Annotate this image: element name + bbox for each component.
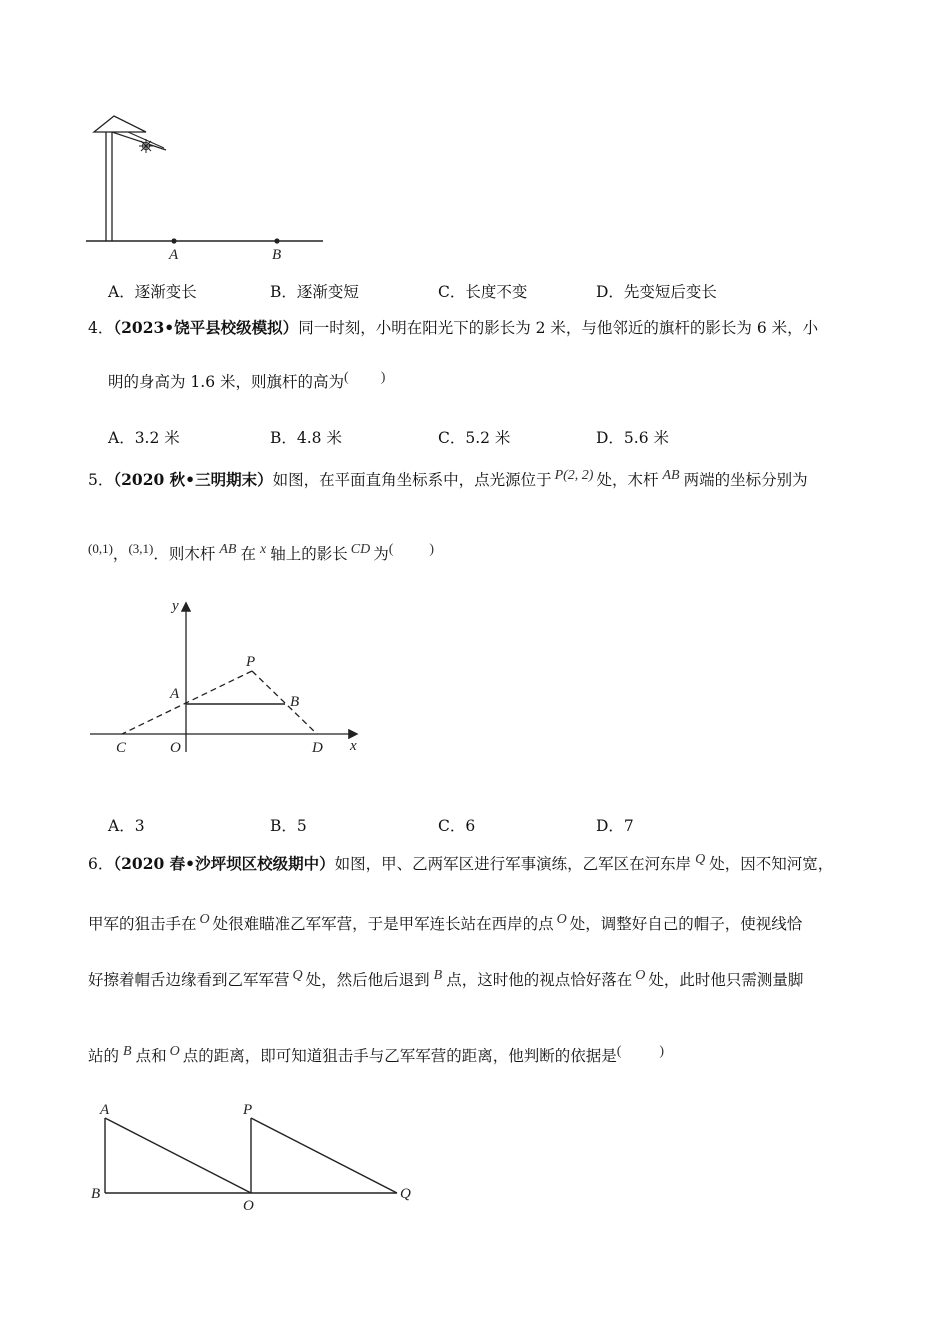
label-a: A [170,686,180,702]
q5-ab: AB [662,468,680,483]
q5-coord-b: (3,1) [128,541,154,556]
q5-paren-open: ( [388,542,394,557]
coordinate-figure [84,592,374,762]
q6-text-2b: 处很难瞄准乙军军营，于是甲军连长站在西岸的点 [212,915,554,933]
ray-pc [122,671,252,734]
q6-text-4a: 站的 [88,1047,120,1065]
label-a: A [100,1102,110,1118]
q5-text-1b: 处，木杆 [596,471,659,489]
q5-coord-a: (0,1) [88,541,113,556]
q6-text-3a: 好擦着帽舌边缘看到乙军军营 [88,971,290,989]
q6-o2: O [556,912,567,927]
q6-paren-close: ) [659,1044,665,1059]
q6-b2: B [123,1044,132,1059]
q5-text-2a: ．则木杆 [153,545,216,563]
light-bulb-icon [139,139,153,153]
q5-paren-close: ) [429,542,435,557]
q4-option-d[interactable]: D．5.6 米 [596,429,670,447]
ray-pd [252,671,317,734]
q5-line1 [88,468,808,490]
q4-number: 4． [88,319,114,337]
segment-ao [105,1118,251,1193]
q4-option-a[interactable]: A．3.2 米 [108,429,180,447]
q5-text-1c: 两端的坐标分别为 [683,471,808,489]
q3-option-d[interactable]: D．先变短后变长 [596,283,717,301]
q6-text-2a: 甲军的狙击手在 [88,915,197,933]
q6-o4: O [169,1044,180,1059]
label-b: B [91,1186,101,1202]
label-a: A [169,247,179,263]
q5-source: （2020 秋•三明期末） [113,470,273,489]
q6-paren-open: ( [616,1044,622,1059]
q5-x-axis: x [260,542,267,557]
q6-line2 [88,912,802,934]
q5-option-b[interactable]: B．5 [270,817,307,835]
label-y: y [172,598,179,614]
q6-q1: Q [695,852,706,867]
label-d: D [312,740,323,756]
q4-option-b[interactable]: B．4.8 米 [270,429,342,447]
q5-cd: CD [350,542,371,557]
q5-text-1a: 如图，在平面直角坐标系中，点光源位于 [272,471,552,489]
q3-option-a[interactable]: A．逐渐变长 [108,283,197,301]
label-p: P [243,1102,253,1118]
lamp-shade [94,116,146,132]
q4-source: （2023•饶平县校级模拟） [113,318,299,337]
q6-text-1b: 处，因不知河宽， [709,855,834,873]
q5-point-p: P(2, 2) [554,468,594,483]
q6-number: 6． [88,855,114,873]
q5-text-2b: 在 [240,545,256,563]
label-p: P [246,654,256,670]
q6-text-1a: 如图，甲、乙两军区进行军事演练，乙军区在河东岸 [334,855,692,873]
q5-comma: ， [112,545,129,563]
point-a [171,238,176,243]
label-o: O [170,740,181,756]
q5-ab2: AB [219,542,237,557]
q5-number: 5． [88,471,114,489]
label-q: Q [400,1186,411,1202]
q4-line1 [88,316,818,338]
q3-option-c[interactable]: C．长度不变 [438,283,528,301]
q5-text-2d: 为 [373,545,389,563]
q6-b1: B [433,968,443,983]
label-c: C [116,740,127,756]
q6-text-3d: 处，此时他只需测量脚 [648,971,804,989]
label-b: B [290,694,300,710]
q6-text-3c: 点，这时他的视点恰好落在 [446,971,633,989]
q6-text-4c: 点的距离，即可知道狙击手与乙军军营的距离，他判断的依据是 [182,1047,617,1065]
q6-o3: O [635,968,646,983]
q6-text-3b: 处，然后他后退到 [305,971,430,989]
q6-text-2c: 处，调整好自己的帽子，使视线恰 [569,915,803,933]
q5-line2 [88,542,434,564]
label-x: x [350,738,357,754]
q6-line4 [88,1044,664,1066]
q6-line1 [88,852,833,874]
q3-option-b[interactable]: B．逐渐变短 [270,283,359,301]
segment-pq [251,1118,397,1193]
q5-option-d[interactable]: D．7 [596,817,634,835]
triangles-figure [88,1100,428,1220]
q4-text-1: 同一时刻，小明在阳光下的影长为 2 米，与他邻近的旗杆的影长为 6 米，小 [298,319,819,337]
label-b: B [272,247,282,263]
q6-source: （2020 春•沙坪坝区校级期中） [113,854,335,873]
q4-line2 [108,370,385,392]
q4-option-c[interactable]: C．5.2 米 [438,429,511,447]
q4-paren-close: ) [380,370,386,385]
lamp-figure [80,110,340,270]
q6-line3 [88,968,803,990]
q5-option-c[interactable]: C．6 [438,817,476,835]
q4-text-2: 明的身高为 1.6 米，则旗杆的高为 [108,373,345,391]
q5-option-a[interactable]: A．3 [108,817,145,835]
q6-text-4b: 点和 [135,1047,167,1065]
q4-paren-open: ( [344,370,349,385]
label-o: O [243,1198,254,1214]
q5-text-2c: 轴上的影长 [270,545,348,563]
point-b [274,238,279,243]
q6-q2: Q [292,968,303,983]
q6-o1: O [199,912,210,927]
